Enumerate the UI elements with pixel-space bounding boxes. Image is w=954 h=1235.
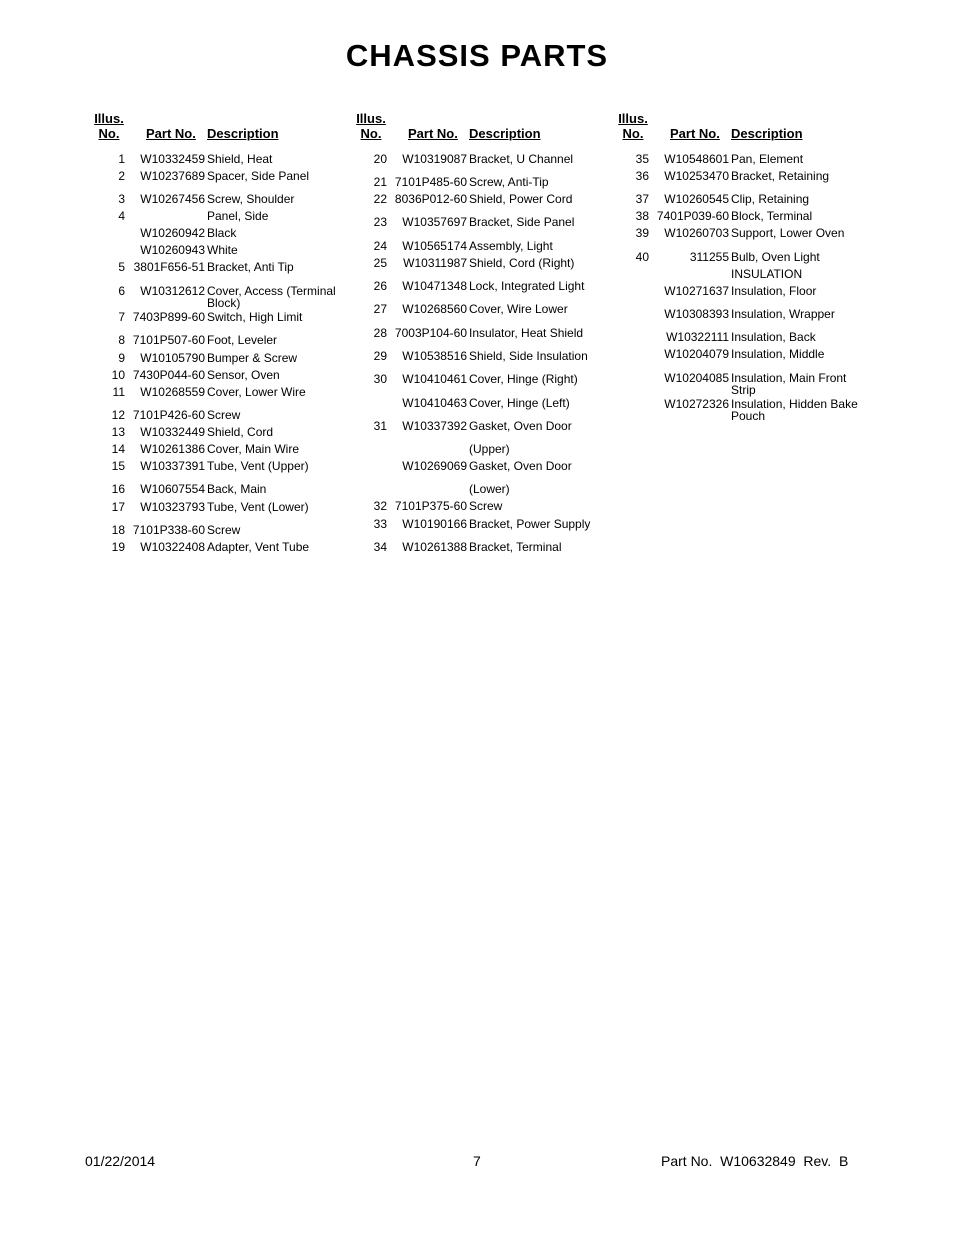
description-line: (Lower) bbox=[469, 482, 510, 496]
description-header: Description bbox=[469, 126, 541, 141]
description-line: Shield, Cord bbox=[207, 425, 274, 439]
part-number: W10260943 bbox=[140, 243, 205, 257]
part-number: W10323793 bbox=[140, 500, 205, 514]
part-number: W10105790 bbox=[140, 351, 205, 365]
part-number: W10337392 bbox=[402, 419, 467, 433]
illus-number: 31 bbox=[373, 419, 387, 433]
description-line: Cover, Hinge (Left) bbox=[469, 396, 570, 410]
description-line: Bracket, Retaining bbox=[731, 169, 830, 183]
part-description bbox=[207, 541, 357, 553]
description-line-continued: Pouch bbox=[731, 409, 766, 423]
illus-number: 38 bbox=[635, 209, 649, 223]
part-description bbox=[469, 257, 619, 269]
part-number: 7403P899-60 bbox=[132, 310, 205, 324]
part-number: 7101P485-60 bbox=[394, 175, 467, 189]
part-number: W10548601 bbox=[664, 152, 729, 166]
illus-header-top: Illus. bbox=[356, 111, 386, 126]
part-no-header: Part No. bbox=[408, 126, 458, 141]
description-line: Screw bbox=[207, 408, 241, 422]
description-line: Insulation, Wrapper bbox=[731, 307, 835, 321]
part-description bbox=[731, 227, 881, 239]
part-description bbox=[207, 334, 357, 346]
illus-number: 11 bbox=[112, 385, 125, 399]
part-description bbox=[731, 251, 881, 263]
part-description bbox=[207, 285, 357, 309]
description-line-continued: Block) bbox=[207, 296, 241, 310]
illus-number: 10 bbox=[111, 368, 125, 382]
part-number: W10311987 bbox=[403, 256, 467, 270]
illus-number: 18 bbox=[111, 523, 125, 537]
part-number: W10312612 bbox=[140, 284, 205, 298]
part-number: W10607554 bbox=[140, 482, 205, 496]
part-number: W10204085 bbox=[664, 371, 729, 385]
illus-number: 19 bbox=[111, 540, 125, 554]
illus-header-bottom: No. bbox=[98, 126, 120, 141]
part-description bbox=[469, 153, 619, 165]
illus-number: 33 bbox=[373, 517, 387, 531]
description-line: Shield, Heat bbox=[207, 152, 273, 166]
page-title: CHASSIS PARTS bbox=[345, 38, 609, 73]
illus-number: 14 bbox=[111, 442, 125, 456]
description-line: Foot, Leveler bbox=[207, 333, 278, 347]
part-number: W10253470 bbox=[664, 169, 729, 183]
illus-number: 26 bbox=[373, 279, 387, 293]
illus-number: 24 bbox=[373, 239, 387, 253]
part-description bbox=[207, 170, 357, 182]
column-header bbox=[617, 111, 879, 145]
description-line: Cover, Access (Terminal bbox=[207, 284, 336, 298]
part-description bbox=[469, 327, 619, 339]
illus-number: 1 bbox=[118, 152, 125, 166]
part-number: W10261386 bbox=[140, 442, 205, 456]
part-description bbox=[207, 501, 357, 513]
part-number: W10271637 bbox=[664, 284, 729, 298]
part-description bbox=[207, 352, 357, 364]
part-description bbox=[207, 210, 357, 222]
description-line: Insulation, Main Front bbox=[731, 371, 847, 385]
part-description bbox=[469, 176, 619, 188]
part-description bbox=[731, 308, 881, 320]
part-number: W10204079 bbox=[664, 347, 729, 361]
part-number: W10332449 bbox=[140, 425, 205, 439]
description-line: Support, Lower Oven bbox=[731, 226, 845, 240]
part-description bbox=[731, 210, 881, 222]
part-number: 7401P039-60 bbox=[656, 209, 729, 223]
footer-part-number: Part No. W10632849 Rev. B bbox=[661, 1153, 849, 1169]
illus-header-bottom: No. bbox=[360, 126, 382, 141]
description-line: Gasket, Oven Door bbox=[469, 419, 572, 433]
part-number: 7101P507-60 bbox=[132, 333, 205, 347]
description-line: Bulb, Oven Light bbox=[731, 250, 820, 264]
illus-number: 13 bbox=[111, 425, 125, 439]
description-line: Shield, Power Cord bbox=[469, 192, 573, 206]
illus-number: 25 bbox=[373, 256, 387, 270]
illus-number: 35 bbox=[635, 152, 649, 166]
part-number: W10260942 bbox=[140, 226, 205, 240]
part-number: W10471348 bbox=[402, 279, 467, 293]
part-description bbox=[731, 170, 881, 182]
part-description bbox=[207, 524, 357, 536]
part-description bbox=[207, 426, 357, 438]
part-description bbox=[469, 303, 619, 315]
description-line: Insulation, Back bbox=[731, 330, 816, 344]
part-number: 7101P426-60 bbox=[132, 408, 205, 422]
part-number: W10357697 bbox=[402, 215, 467, 229]
part-description bbox=[207, 244, 357, 256]
illus-number: 34 bbox=[373, 540, 387, 554]
column-header bbox=[93, 111, 355, 145]
part-number: W10308393 bbox=[664, 307, 729, 321]
part-number: W10410463 bbox=[402, 396, 467, 410]
illus-number: 37 bbox=[635, 192, 649, 206]
illus-number: 40 bbox=[635, 250, 649, 264]
description-line: Tube, Vent (Upper) bbox=[207, 459, 309, 473]
part-description bbox=[469, 373, 619, 385]
description-line: Gasket, Oven Door bbox=[469, 459, 572, 473]
description-line: Shield, Cord (Right) bbox=[469, 256, 575, 270]
description-line: Screw bbox=[469, 499, 503, 513]
illus-number: 7 bbox=[118, 310, 125, 324]
part-number: 8036P012-60 bbox=[394, 192, 467, 206]
illus-number: 28 bbox=[373, 326, 387, 340]
part-description bbox=[207, 369, 357, 381]
part-description bbox=[207, 386, 357, 398]
description-line: White bbox=[207, 243, 238, 257]
part-number: W10322111 bbox=[666, 330, 729, 344]
description-line: Sensor, Oven bbox=[207, 368, 280, 382]
description-line: Insulation, Floor bbox=[731, 284, 817, 298]
part-description bbox=[469, 443, 619, 455]
part-description bbox=[469, 350, 619, 362]
part-description bbox=[731, 372, 881, 396]
part-number: W10319087 bbox=[402, 152, 467, 166]
illus-number: 15 bbox=[111, 459, 125, 473]
part-description bbox=[469, 397, 619, 409]
part-number: 7101P375-60 bbox=[394, 499, 467, 513]
part-description bbox=[469, 518, 619, 530]
illus-number: 21 bbox=[373, 175, 387, 189]
description-header: Description bbox=[207, 126, 279, 141]
illus-number: 6 bbox=[118, 284, 125, 298]
part-number: W10268560 bbox=[402, 302, 467, 316]
footer-date: 01/22/2014 bbox=[85, 1153, 156, 1169]
part-number: W10332459 bbox=[140, 152, 205, 166]
footer-page-number: 7 bbox=[473, 1153, 481, 1169]
part-description bbox=[731, 398, 881, 422]
description-line: Adapter, Vent Tube bbox=[207, 540, 310, 554]
illus-number: 8 bbox=[118, 333, 125, 347]
illus-number: 27 bbox=[373, 302, 387, 316]
illus-number: 4 bbox=[118, 209, 125, 223]
illus-number: 30 bbox=[373, 372, 387, 386]
part-number: 311255 bbox=[689, 250, 729, 264]
part-description bbox=[469, 500, 619, 512]
description-line: Back, Main bbox=[207, 482, 267, 496]
description-line: Shield, Side Insulation bbox=[469, 349, 588, 363]
illus-number: 9 bbox=[118, 351, 125, 365]
description-line: Clip, Retaining bbox=[731, 192, 810, 206]
illus-header-bottom: No. bbox=[622, 126, 644, 141]
part-description bbox=[469, 541, 619, 553]
parts-column-1 bbox=[93, 111, 355, 554]
description-line: Cover, Hinge (Right) bbox=[469, 372, 578, 386]
illus-number: 39 bbox=[635, 226, 649, 240]
part-description bbox=[469, 483, 619, 495]
part-no-header: Part No. bbox=[670, 126, 720, 141]
description-line-continued: Strip bbox=[731, 383, 756, 397]
part-description bbox=[207, 153, 357, 165]
part-number: W10337391 bbox=[140, 459, 205, 473]
description-line: Tube, Vent (Lower) bbox=[207, 500, 309, 514]
part-description bbox=[207, 193, 357, 205]
part-number: W10538516 bbox=[402, 349, 467, 363]
illus-number: 29 bbox=[373, 349, 387, 363]
part-description bbox=[207, 443, 357, 455]
part-number: W10322408 bbox=[140, 540, 205, 554]
description-line: Cover, Lower Wire bbox=[207, 385, 306, 399]
illus-number: 32 bbox=[373, 499, 387, 513]
part-description bbox=[207, 227, 357, 239]
description-line: Insulation, Hidden Bake bbox=[731, 397, 858, 411]
column-header bbox=[355, 111, 617, 145]
illus-number: 5 bbox=[118, 260, 125, 274]
description-header: Description bbox=[731, 126, 803, 141]
part-number: 7003P104-60 bbox=[394, 326, 467, 340]
part-description bbox=[731, 153, 881, 165]
part-description bbox=[469, 240, 619, 252]
part-number: W10268559 bbox=[140, 385, 205, 399]
part-description bbox=[207, 311, 357, 323]
part-description bbox=[731, 331, 881, 343]
part-number: W10260545 bbox=[664, 192, 729, 206]
part-description bbox=[731, 285, 881, 297]
description-line: Bracket, U Channel bbox=[469, 152, 574, 166]
illus-number: 20 bbox=[373, 152, 387, 166]
part-description bbox=[469, 216, 619, 228]
description-line: Cover, Main Wire bbox=[207, 442, 300, 456]
part-number: W10260703 bbox=[664, 226, 729, 240]
part-number: W10272326 bbox=[664, 397, 729, 411]
description-line: Bracket, Anti Tip bbox=[207, 260, 294, 274]
description-line: Bumper & Screw bbox=[207, 351, 298, 365]
part-no-header: Part No. bbox=[146, 126, 196, 141]
description-line: Lock, Integrated Light bbox=[469, 279, 585, 293]
description-line: (Upper) bbox=[469, 442, 510, 456]
description-line: Switch, High Limit bbox=[207, 310, 303, 324]
part-description bbox=[731, 193, 881, 205]
part-number: W10565174 bbox=[402, 239, 467, 253]
description-line: Insulation, Middle bbox=[731, 347, 825, 361]
part-description bbox=[731, 268, 881, 280]
description-line: Bracket, Terminal bbox=[469, 540, 562, 554]
description-line: Insulator, Heat Shield bbox=[469, 326, 584, 340]
illus-number: 22 bbox=[373, 192, 387, 206]
illus-header-top: Illus. bbox=[618, 111, 648, 126]
description-line: Assembly, Light bbox=[469, 239, 553, 253]
description-line: Panel, Side bbox=[207, 209, 269, 223]
part-number: 7101P338-60 bbox=[132, 523, 205, 537]
illus-number: 16 bbox=[111, 482, 125, 496]
description-line: Pan, Element bbox=[731, 152, 804, 166]
part-number: 3801F656-51 bbox=[133, 260, 205, 274]
description-line: Cover, Wire Lower bbox=[469, 302, 568, 316]
illus-number: 17 bbox=[111, 500, 125, 514]
part-description bbox=[469, 193, 619, 205]
description-line: Black bbox=[207, 226, 237, 240]
part-description bbox=[207, 483, 357, 495]
illus-header-top: Illus. bbox=[94, 111, 124, 126]
description-line: Block, Terminal bbox=[731, 209, 813, 223]
description-line: Bracket, Power Supply bbox=[469, 517, 591, 531]
part-description bbox=[469, 460, 619, 472]
part-number: W10410461 bbox=[402, 372, 467, 386]
part-description bbox=[207, 409, 357, 421]
description-line: Spacer, Side Panel bbox=[207, 169, 310, 183]
part-description bbox=[207, 460, 357, 472]
description-line: Screw bbox=[207, 523, 241, 537]
description-line: Bracket, Side Panel bbox=[469, 215, 575, 229]
part-number: W10237689 bbox=[140, 169, 205, 183]
parts-column-3 bbox=[617, 111, 879, 423]
illus-number: 36 bbox=[635, 169, 649, 183]
part-description bbox=[469, 420, 619, 432]
description-line: INSULATION bbox=[731, 267, 803, 281]
description-line: Screw, Shoulder bbox=[207, 192, 295, 206]
part-number: 7430P044-60 bbox=[132, 368, 205, 382]
illus-number: 23 bbox=[373, 215, 387, 229]
part-number: W10267456 bbox=[140, 192, 205, 206]
part-description bbox=[469, 280, 619, 292]
part-number: W10190166 bbox=[402, 517, 467, 531]
illus-number: 3 bbox=[118, 192, 125, 206]
parts-column-2 bbox=[355, 111, 617, 554]
part-description bbox=[731, 348, 881, 360]
description-line: Screw, Anti-Tip bbox=[469, 175, 549, 189]
illus-number: 2 bbox=[118, 169, 125, 183]
illus-number: 12 bbox=[111, 408, 125, 422]
part-number: W10269069 bbox=[402, 459, 467, 473]
part-number: W10261388 bbox=[402, 540, 467, 554]
part-description bbox=[207, 261, 357, 273]
